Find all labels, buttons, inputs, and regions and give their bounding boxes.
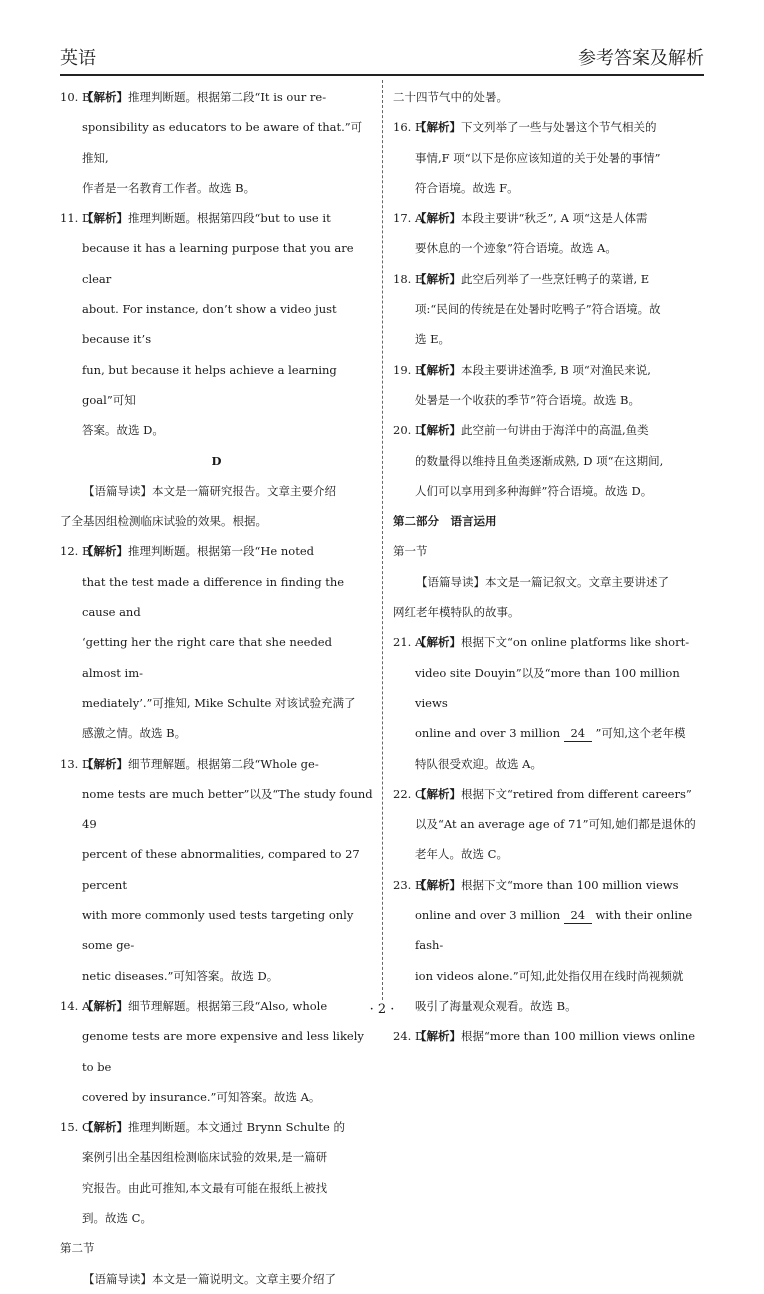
passage-intro: 了全基因组检测临床试验的效果。根据。 (60, 514, 267, 529)
answer-text: 符合语境。故选 F。 (415, 180, 519, 195)
answer-text: 老年人。故选 C。 (415, 847, 508, 862)
blank-number: 24 (564, 907, 592, 924)
answer-text: about. For instance, don’t show a video just because it’s (82, 302, 337, 347)
answer-number: 15. C (60, 1120, 91, 1135)
answer-text: mediately’.”可推知, Mike Schulte 对该试验充满了 (82, 695, 356, 710)
analysis-tag: 【解析】 (415, 877, 461, 892)
answer-text: 此空后列举了一些烹饪鸭子的菜谱, E (461, 271, 650, 286)
answer-16 (393, 112, 704, 203)
answer-text: 此空前一句讲由于海洋中的高温,鱼类 (461, 423, 649, 438)
section-heading-d: D (211, 453, 222, 468)
answer-text: 事情,F 项“以下是你应该知道的关于处暑的事情” (415, 150, 661, 165)
analysis-tag: 【解析】 (415, 786, 461, 801)
answer-text: ”可知,这个老年模 (591, 726, 686, 741)
answer-number: 20. D (393, 423, 425, 438)
answer-text: 选 E。 (415, 332, 451, 347)
passage-intro: 【语篇导读】本文是一篇记叙文。文章主要讲述了 (416, 574, 669, 589)
column-divider (382, 80, 383, 1000)
answer-13 (60, 749, 373, 991)
answer-text: ion videos alone.”可知,此处指仅用在线时尚视频就 (415, 968, 684, 983)
answer-23 (393, 870, 704, 1021)
analysis-tag: 【解析】 (82, 90, 128, 104)
answer-text: 答案。故选 D。 (82, 423, 164, 438)
analysis-tag: 【解析】 (415, 271, 461, 286)
answer-number: 18. E (393, 271, 424, 286)
analysis-tag: 【解析】 (82, 211, 128, 226)
answer-text: that the test made a difference in finding the cause and (82, 574, 345, 620)
answer-text: 要休息的一个迹象”符合语境。故选 A。 (415, 241, 617, 256)
answer-text: genome tests are more expensive and less likely to be (82, 1029, 364, 1074)
answer-text: 特队很受欢迎。故选 A。 (415, 756, 542, 771)
answer-text: 推理判断题。根据第二段“It is our re- (128, 90, 327, 104)
analysis-tag: 【解析】 (415, 423, 461, 438)
analysis-tag: 【解析】 (82, 756, 128, 771)
answer-text: with more commonly used tests targeting only some ge- (82, 908, 354, 953)
page-number: · 2 · (369, 1002, 395, 1017)
answer-text: 吸引了海量观众观看。故选 B。 (415, 998, 577, 1013)
answer-text: 作者是一名教育工作者。故选 B。 (82, 180, 256, 195)
answer-19 (393, 355, 704, 416)
answer-22 (393, 779, 704, 870)
page-header (60, 44, 704, 76)
answer-15 (60, 1112, 373, 1233)
answer-number: 14. A (60, 998, 91, 1013)
answer-text: with their online fash- (415, 908, 693, 953)
left-column (60, 82, 373, 1294)
answer-10 (60, 82, 373, 203)
answer-text: netic diseases.”可知答案。故选 D。 (82, 968, 279, 983)
answer-text: online and over 3 million (415, 726, 564, 741)
answer-text: 项:“民间的传统是在处暑时吃鸭子”符合语境。故 (415, 302, 661, 317)
answer-text: 究报告。由此可推知,本文最有可能在报纸上被找 (82, 1180, 328, 1195)
answer-18 (393, 264, 704, 355)
answer-text: 下文列举了一些与处暑这个节气相关的 (461, 120, 657, 135)
part-heading: 第二部分 语言运用 (393, 514, 497, 529)
answer-number: 17. A (393, 211, 424, 226)
answer-number: 12. B (60, 544, 91, 559)
answer-text: covered by insurance.”可知答案。故选 A。 (82, 1089, 321, 1104)
answer-11 (60, 203, 373, 445)
answer-text: ‘getting her the right care that she needed almost im- (82, 635, 332, 680)
analysis-tag: 【解析】 (82, 544, 128, 559)
answer-text: 推理判断题。本文通过 Brynn Schulte 的 (128, 1120, 345, 1135)
header-title: 参考答案及解析 (578, 48, 704, 69)
analysis-tag: 【解析】 (415, 1029, 461, 1044)
answer-text: 根据下文“more than 100 million views (461, 877, 679, 892)
answer-text: 细节理解题。根据第二段“Whole ge- (128, 756, 319, 771)
answer-text: online and over 3 million (415, 908, 564, 923)
answer-text: 处暑是一个收获的季节”符合语境。故选 B。 (415, 392, 640, 407)
answer-number: 24. D (393, 1029, 425, 1044)
answer-text: percent of these abnormalities, compared to 27 percent (82, 847, 360, 892)
answer-text: 本段主要讲“秋乏”, A 项“这是人体需 (461, 211, 648, 226)
answer-number: 16. F (393, 120, 423, 135)
answer-text: 推理判断题。根据第一段“He noted (128, 544, 314, 559)
answer-text: 以及“At an average age of 71”可知,她们都是退休的 (415, 817, 696, 832)
answer-text: 根据下文“retired from different careers” (461, 786, 692, 801)
answer-text: fun, but because it helps achieve a learning goal”可知 (82, 362, 337, 407)
answer-text: 根据下文“on online platforms like short- (461, 635, 690, 650)
analysis-tag: 【解析】 (415, 635, 461, 650)
answer-number: 23. B (393, 877, 424, 892)
section-label: 第二节 (60, 1241, 95, 1256)
answer-text: 细节理解题。根据第三段“Also, whole (128, 998, 328, 1013)
passage-intro: 【语篇导读】本文是一篇说明文。文章主要介绍了 (83, 1271, 336, 1286)
answer-text: 根据“more than 100 million views online (461, 1029, 696, 1044)
answer-text: video site Douyin”以及“more than 100 million views (415, 665, 680, 710)
analysis-tag: 【解析】 (415, 362, 461, 377)
analysis-tag: 【解析】 (82, 1120, 128, 1135)
right-column (393, 82, 704, 1052)
blank-number: 24 (564, 725, 592, 742)
answer-17 (393, 203, 704, 264)
section-label: 第一节 (393, 544, 428, 559)
answer-12 (60, 536, 373, 748)
answer-text: 的数量得以维持且鱼类逐渐成熟, D 项“在这期间, (415, 453, 664, 468)
answer-text: 本段主要讲述渔季, B 项“对渔民来说, (461, 362, 651, 377)
analysis-tag: 【解析】 (415, 211, 461, 226)
answer-text: 感激之情。故选 B。 (82, 726, 187, 741)
answer-number: 10. B (60, 90, 91, 104)
answer-text: nome tests are much better”以及“The study found 49 (82, 786, 373, 832)
answer-number: 13. D (60, 756, 92, 771)
analysis-tag: 【解析】 (415, 120, 461, 135)
answer-text: 案例引出全基因组检测临床试验的效果,是一篇研 (82, 1150, 328, 1165)
answer-text: 到。故选 C。 (82, 1210, 152, 1225)
answer-text: because it has a learning purpose that you are clear (82, 241, 354, 286)
passage-intro-continued: 二十四节气中的处暑。 (393, 90, 508, 104)
answer-number: 19. B (393, 362, 424, 377)
answer-21 (393, 627, 704, 778)
answer-20 (393, 415, 704, 506)
answer-number: 22. C (393, 786, 424, 801)
answer-text: 人们可以享用到多种海鲜”符合语境。故选 D。 (415, 483, 653, 498)
answer-text: 推理判断题。根据第四段“but to use it (128, 211, 331, 226)
analysis-tag: 【解析】 (82, 998, 128, 1013)
passage-intro: 【语篇导读】本文是一篇研究报告。文章主要介绍 (83, 483, 336, 498)
answer-number: 11. D (60, 211, 92, 226)
subject-label: 英语 (60, 48, 96, 69)
answer-text: sponsibility as educators to be aware of that.”可推知, (82, 120, 363, 165)
answer-24 (393, 1021, 704, 1051)
passage-intro: 网红老年模特队的故事。 (393, 605, 520, 620)
answer-number: 21. A (393, 635, 424, 650)
